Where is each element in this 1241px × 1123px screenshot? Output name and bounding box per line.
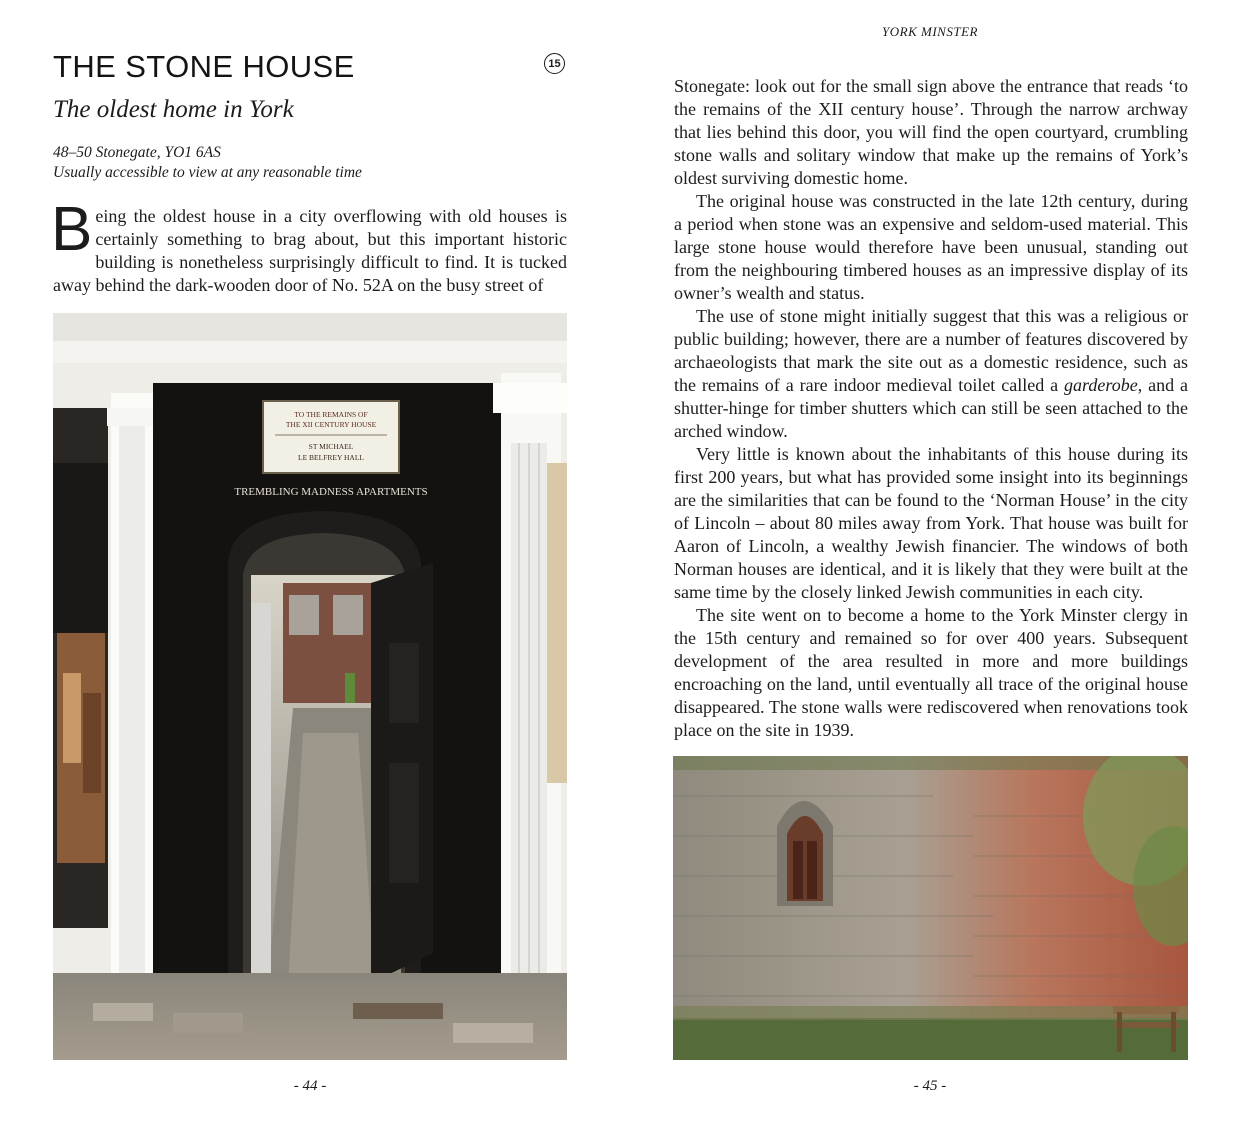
body-text (674, 75, 1188, 742)
subtitle: The oldest home in York (53, 96, 294, 123)
paragraph-4: Very little is known about the inhabitants of this house during its first 200 years, but what has provided some insight into its beginnings are the similarities that can be found to the ‘Norman House’ in the city of Lincoln – about 80 miles away from York. That house was built for Aaron of Lincoln, a wealthy Jewish financier. The windows of both Norman houses are identical, and it is likely that they were built at the same time by the closely linked Jewish communities in each city. (674, 444, 1188, 602)
access-info: Usually accessible to view at any reasonable time (53, 164, 362, 181)
sign-text-2: THE XII CENTURY HOUSE (285, 420, 377, 429)
sign-text-1: TO THE REMAINS OF (294, 410, 368, 419)
left-page (0, 0, 620, 1123)
intro-paragraph (51, 195, 567, 297)
banner-text: TREMBLING MADNESS APARTMENTS (234, 486, 428, 498)
paragraph-2: The original house was constructed in the late 12th century, during a period when stone was an expensive and seldom-used material. This large stone house would therefore have been unusual, standing out from the neighbouring timbered houses as an impressive display of its owner’s wealth and status. (674, 191, 1188, 303)
paragraph-3 (674, 305, 1188, 443)
doorway-photo (53, 313, 567, 1060)
page-title: THE STONE HOUSE (53, 49, 355, 84)
drop-cap: B (51, 195, 93, 264)
page-number-left: - 44 - (293, 1078, 327, 1094)
paragraph-5: The site went on to become a home to the York Minster clergy in the 15th century and remained so for over 400 years. Subsequent development of the area resulted in more and more buildings encroaching on the land, until eventually all trace of the original house disappeared. The stone walls were rediscovered when renovations took place on the site in 1939. (674, 605, 1188, 740)
right-page (620, 0, 1241, 1123)
sign-text-3: ST MICHAEL (308, 442, 354, 451)
intro-text: eing the oldest house in a city overflowing with old houses is certainly something to brag about, but this important historic building is nonetheless surprisingly difficult to find. It is tucked away behind the dark-wooden door of No. 52A on the busy street of (53, 206, 567, 295)
garderobe-term: garderobe (1064, 375, 1138, 395)
paragraph-3-a: The use of stone might initially suggest that this was a religious or public building; however, there are a number of features discovered by archaeologists that mark the site out as a domestic residence, such as the remains of a rare indoor medieval toilet called a (674, 306, 1188, 395)
paragraph-1: Stonegate: look out for the small sign above the entrance that reads ‘to the remains of the XII century house’. Through the narrow archway that lies behind this door, you will find the open courtyard, crumbling stone walls and solitary window that make up the remains of York’s oldest surviving domestic home. (674, 76, 1188, 188)
paragraph-3-b: , and a shutter-hinge for timber shutters which can still be seen attached to the arched window. (674, 375, 1189, 441)
ruins-photo (673, 756, 1188, 1060)
address: 48–50 Stonegate, YO1 6AS (53, 144, 221, 161)
running-head: YORK MINSTER (882, 24, 978, 39)
entry-number-badge: 15 (544, 53, 565, 74)
sign-text-4: LE BELFREY HALL (298, 453, 364, 462)
page-number-right: - 45 - (913, 1078, 947, 1094)
